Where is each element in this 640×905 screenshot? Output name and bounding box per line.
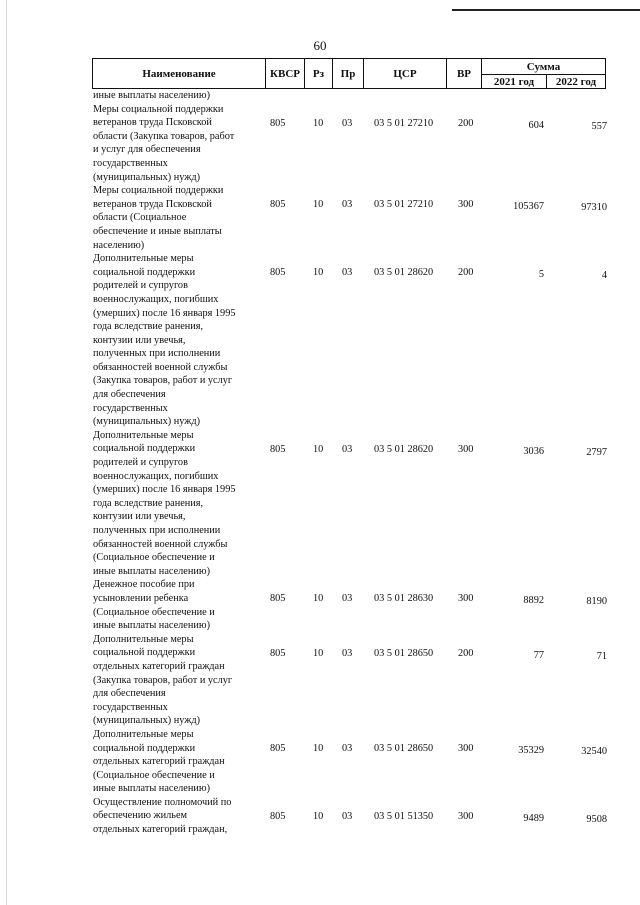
row-name-line: (муниципальных) нужд) <box>93 416 201 428</box>
row-name <box>92 103 265 185</box>
cell-sum-2022: 557 <box>591 120 607 132</box>
table-row <box>92 103 617 185</box>
cell-rz: 10 <box>313 593 324 605</box>
row-name-line: Дополнительные меры <box>93 253 194 265</box>
row-name <box>92 728 265 796</box>
scan-edge <box>6 0 7 905</box>
cell-vr: 300 <box>458 742 474 754</box>
cell-rz: 10 <box>313 117 324 129</box>
cell-pr: 03 <box>342 593 353 605</box>
row-name-line: области (Социальное <box>93 212 187 224</box>
header-pr: Пр <box>333 59 364 89</box>
row-name-line: иные выплаты населению) <box>93 620 211 632</box>
cell-kvsr: 805 <box>270 267 286 279</box>
row-name-line: государственных <box>93 402 168 414</box>
row-name-line: военнослужащих, погибших <box>93 470 219 482</box>
row-name-line: (Социальное обеспечение и <box>93 769 215 781</box>
cell-csr: 03 5 01 28630 <box>374 593 434 605</box>
row-name-line: отдельных категорий граждан <box>93 660 225 672</box>
row-name-line: полученных при исполнении <box>93 525 221 536</box>
header-sum: Сумма <box>482 59 606 75</box>
row-name-line: (умерших) после 16 января 1995 <box>93 307 236 319</box>
row-name-line: отдельных категорий граждан <box>93 756 225 768</box>
cell-sum-2021: 604 <box>528 119 544 131</box>
header-vr: ВР <box>447 59 482 89</box>
row-name-line: обязанностей военной службы <box>93 361 228 373</box>
cell-csr: 03 5 01 28620 <box>374 267 434 279</box>
cell-pr: 03 <box>342 267 353 279</box>
row-name-line: Осуществление полномочий по <box>93 796 232 808</box>
cell-vr: 300 <box>458 443 474 455</box>
row-name-line: для обеспечения <box>93 389 166 401</box>
row-name-line: иные выплаты населению) <box>93 783 211 795</box>
cell-csr: 03 5 01 27210 <box>374 117 434 129</box>
row-name-line: года вследствие ранения, <box>93 321 204 333</box>
row-name-line: полученных при исполнении <box>93 348 221 360</box>
row-name-line: (Закупка товаров, работ и услуг <box>93 375 233 387</box>
header-rz: Рз <box>305 59 333 89</box>
row-name-line: социальной поддержки <box>93 742 196 754</box>
table-body <box>92 89 617 837</box>
table-row <box>92 429 617 579</box>
cell-rz: 10 <box>313 199 324 211</box>
cell-kvsr: 805 <box>270 742 286 754</box>
cell-sum-2021: 3036 <box>523 445 544 457</box>
cell-sum-2022: 2797 <box>586 446 607 458</box>
cell-csr: 03 5 01 28650 <box>374 647 434 659</box>
row-name-line: Дополнительные меры <box>93 728 194 740</box>
cell-sum-2021: 105367 <box>513 201 544 213</box>
table-row <box>92 633 617 728</box>
cell-vr: 300 <box>458 199 474 211</box>
cell-sum-2022: 32540 <box>581 745 607 757</box>
row-name-line: для обеспечения <box>93 688 166 700</box>
row-name-line: области (Закупка товаров, работ <box>93 130 235 142</box>
cell-sum-2021: 8892 <box>523 595 544 607</box>
row-name-line: родителей и супругов <box>93 457 188 469</box>
header-year-2021: 2021 год <box>482 75 547 89</box>
cell-sum-2021: 77 <box>533 649 544 661</box>
cell-csr: 03 5 01 27210 <box>374 199 434 211</box>
cell-pr: 03 <box>342 117 353 129</box>
cell-pr: 03 <box>342 810 353 822</box>
cell-rz: 10 <box>313 810 324 822</box>
cell-kvsr: 805 <box>270 117 286 129</box>
row-name-line: государственных <box>93 701 168 713</box>
cell-pr: 03 <box>342 443 353 455</box>
row-name-line: (муниципальных) нужд) <box>93 171 201 183</box>
cell-vr: 200 <box>458 117 474 129</box>
row-name-line: (Закупка товаров, работ и услуг <box>93 674 233 686</box>
cell-kvsr: 805 <box>270 810 286 822</box>
cell-rz: 10 <box>313 267 324 279</box>
row-name-line: Дополнительные меры <box>93 429 194 441</box>
cell-vr: 200 <box>458 267 474 279</box>
header-name: Наименование <box>93 59 266 89</box>
cell-pr: 03 <box>342 647 353 659</box>
cell-kvsr: 805 <box>270 443 286 455</box>
row-name-line: года вследствие ранения, <box>93 497 204 509</box>
cell-kvsr: 805 <box>270 199 286 211</box>
row-name-line: и услуг для обеспечения <box>93 144 201 156</box>
table-header <box>92 58 606 89</box>
table-row <box>92 578 617 632</box>
row-name-line: ветеранов труда Псковской <box>93 117 212 129</box>
row-name-line: (Социальное обеспечение и <box>93 552 215 564</box>
row-name-line: социальной поддержки <box>93 647 196 659</box>
table-row <box>92 252 617 429</box>
cell-sum-2022: 71 <box>596 650 607 662</box>
cell-rz: 10 <box>313 443 324 455</box>
cell-vr: 300 <box>458 810 474 822</box>
table-row <box>92 796 617 837</box>
cell-sum-2022: 9508 <box>586 813 607 825</box>
row-name-line: населению) <box>93 239 145 251</box>
cell-sum-2021: 35329 <box>518 744 544 756</box>
table-row <box>92 184 617 252</box>
cell-vr: 300 <box>458 593 474 605</box>
row-name-line: Денежное пособие при <box>93 579 195 591</box>
cell-sum-2022: 4 <box>601 270 607 282</box>
row-name <box>92 184 265 252</box>
row-name-line: контузии или увечья, <box>93 334 186 346</box>
row-name-line: государственных <box>93 157 168 169</box>
row-name-line: обеспечению жильем <box>93 810 188 822</box>
row-name-line: (умерших) после 16 января 1995 <box>93 484 236 496</box>
cell-csr: 03 5 01 28650 <box>374 742 434 754</box>
row-name-line: (Социальное обеспечение и <box>93 606 215 618</box>
continuation-text: иные выплаты населению) <box>93 90 211 101</box>
row-name-line: иные выплаты населению) <box>93 565 211 577</box>
cell-csr: 03 5 01 28620 <box>374 443 434 455</box>
cell-kvsr: 805 <box>270 593 286 605</box>
header-kvsr: КВСР <box>266 59 305 89</box>
cell-sum-2021: 5 <box>538 269 544 281</box>
row-name-line: (муниципальных) нужд) <box>93 715 201 727</box>
cell-rz: 10 <box>313 742 324 754</box>
cell-csr: 03 5 01 51350 <box>374 810 434 822</box>
row-name-line: социальной поддержки <box>93 266 196 278</box>
table-row <box>92 728 617 796</box>
row-name <box>92 578 265 632</box>
row-name-line: контузии или увечья, <box>93 511 186 523</box>
page-number: 60 <box>313 38 327 53</box>
row-name <box>92 796 265 837</box>
row-name <box>92 429 265 579</box>
row-name-line: Меры социальной поддержки <box>93 103 224 115</box>
row-name-line: обязанностей военной службы <box>93 538 228 550</box>
cell-sum-2022: 97310 <box>581 202 607 214</box>
row-name-line: Меры социальной поддержки <box>93 185 224 197</box>
row-name-line: отдельных категорий граждан, <box>93 824 228 836</box>
cell-sum-2021: 9489 <box>523 812 544 824</box>
cell-pr: 03 <box>342 199 353 211</box>
row-name-line: обеспечение и иные выплаты <box>93 225 222 237</box>
top-rule <box>452 9 640 11</box>
cell-pr: 03 <box>342 742 353 754</box>
row-name-line: ветеранов труда Псковской <box>93 198 212 210</box>
header-csr: ЦСР <box>364 59 447 89</box>
row-name-line: Дополнительные меры <box>93 633 194 645</box>
cell-rz: 10 <box>313 647 324 659</box>
row-name-line: родителей и супругов <box>93 280 188 292</box>
row-name <box>92 252 265 429</box>
row-name-line: усыновлении ребенка <box>93 592 189 604</box>
row-name-line: социальной поддержки <box>93 443 196 455</box>
row-name <box>92 633 265 728</box>
row-name-line: военнослужащих, погибших <box>93 293 219 305</box>
cell-vr: 200 <box>458 647 474 659</box>
header-year-2022: 2022 год <box>547 75 606 89</box>
cell-sum-2022: 8190 <box>586 596 607 608</box>
cell-kvsr: 805 <box>270 647 286 659</box>
continuation-row <box>92 89 617 103</box>
